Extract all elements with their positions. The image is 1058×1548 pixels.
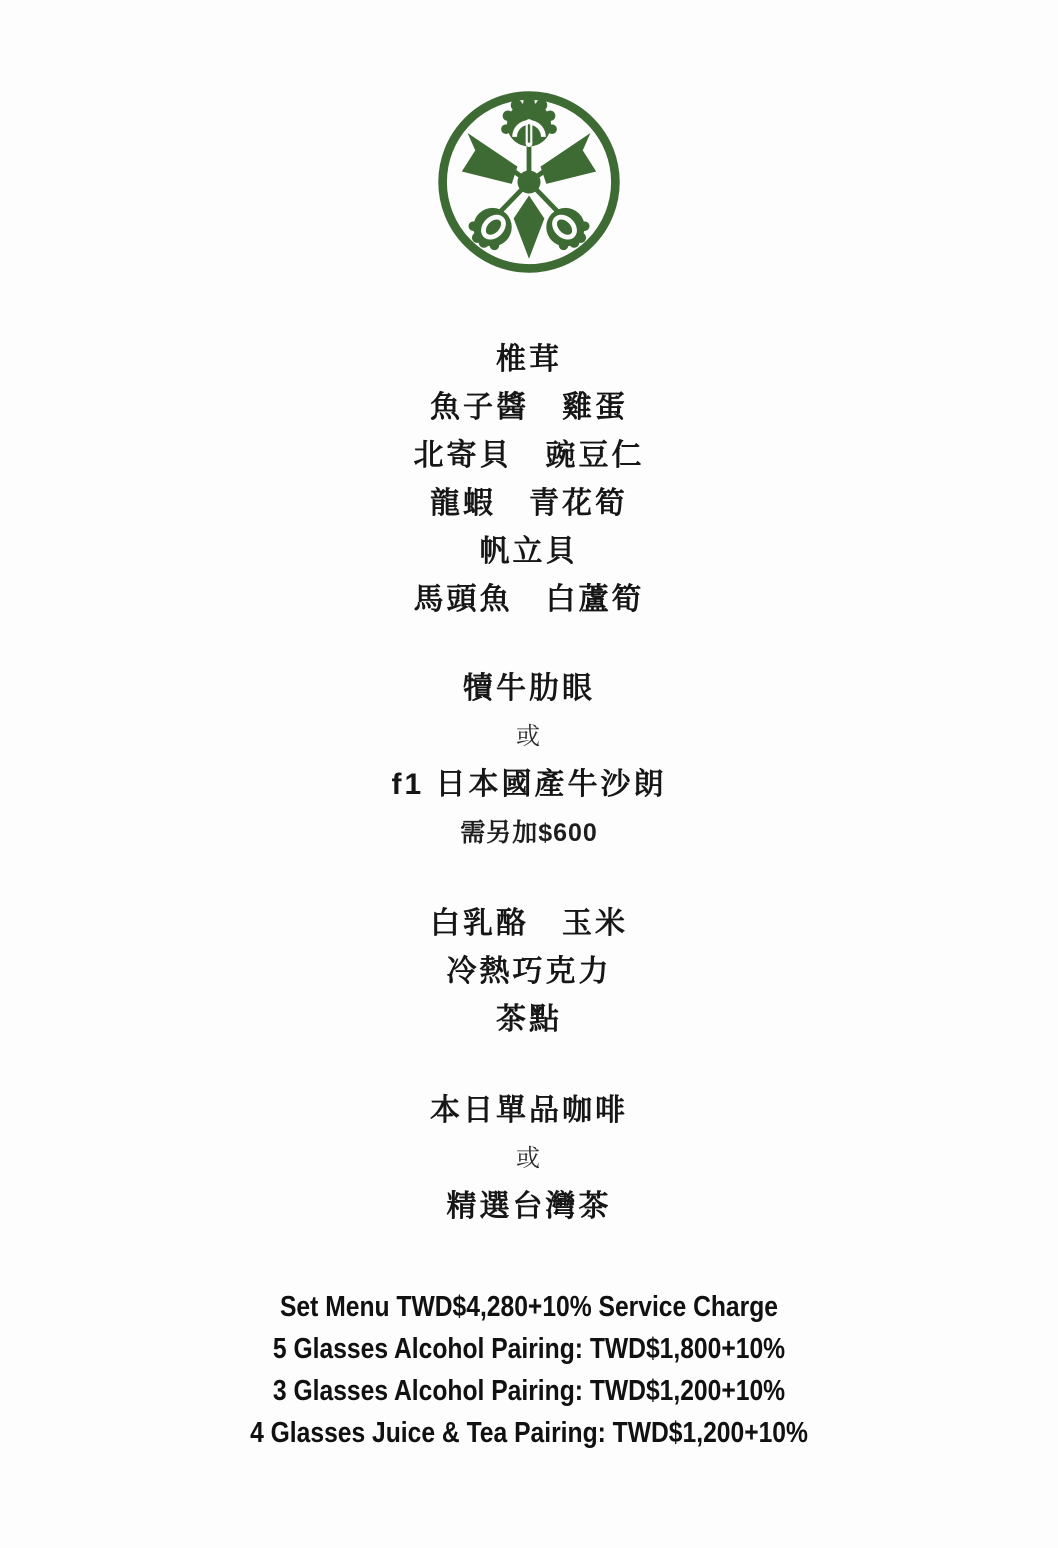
pairing-price-3-glasses: 3 Glasses Alcohol Pairing: TWD$1,200+10% bbox=[272, 1375, 786, 1407]
menu-item: 犢牛肋眼 bbox=[463, 672, 595, 705]
menu-item: 魚子醬 雞蛋 bbox=[430, 391, 628, 424]
course-starters bbox=[0, 336, 1058, 624]
menu-item: 精選台灣茶 bbox=[446, 1190, 612, 1223]
menu-item: 冷熱巧克力 bbox=[446, 955, 612, 988]
menu-item: 馬頭魚 白蘆筍 bbox=[413, 583, 645, 616]
or-divider: 或 bbox=[516, 1145, 542, 1172]
supplement-note: 需另加$600 bbox=[460, 819, 598, 847]
menu-item: 本日單品咖啡 bbox=[430, 1094, 628, 1127]
logo-container bbox=[0, 0, 1058, 278]
kamon-crest-icon bbox=[433, 86, 625, 278]
menu-item: 茶點 bbox=[496, 1003, 562, 1036]
course-main bbox=[0, 665, 1058, 857]
or-divider: 或 bbox=[516, 723, 542, 750]
course-beverage bbox=[0, 1087, 1058, 1231]
menu-item: 北寄貝 豌豆仁 bbox=[413, 439, 645, 472]
pairing-price-juice-tea: 4 Glasses Juice & Tea Pairing: TWD$1,200+10% bbox=[250, 1417, 808, 1449]
menu-item: 椎茸 bbox=[496, 343, 562, 376]
menu-item: 白乳酪 玉米 bbox=[430, 907, 628, 940]
course-dessert bbox=[0, 900, 1058, 1044]
set-menu-price: Set Menu TWD$4,280+10% Service Charge bbox=[279, 1291, 778, 1323]
menu-item: 龍蝦 青花筍 bbox=[430, 487, 628, 520]
pairing-price-5-glasses: 5 Glasses Alcohol Pairing: TWD$1,800+10% bbox=[272, 1333, 786, 1365]
menu-item: f1 日本國產牛沙朗 bbox=[391, 768, 667, 801]
pricing-section bbox=[0, 1286, 1058, 1454]
menu-item: 帆立貝 bbox=[479, 535, 579, 568]
